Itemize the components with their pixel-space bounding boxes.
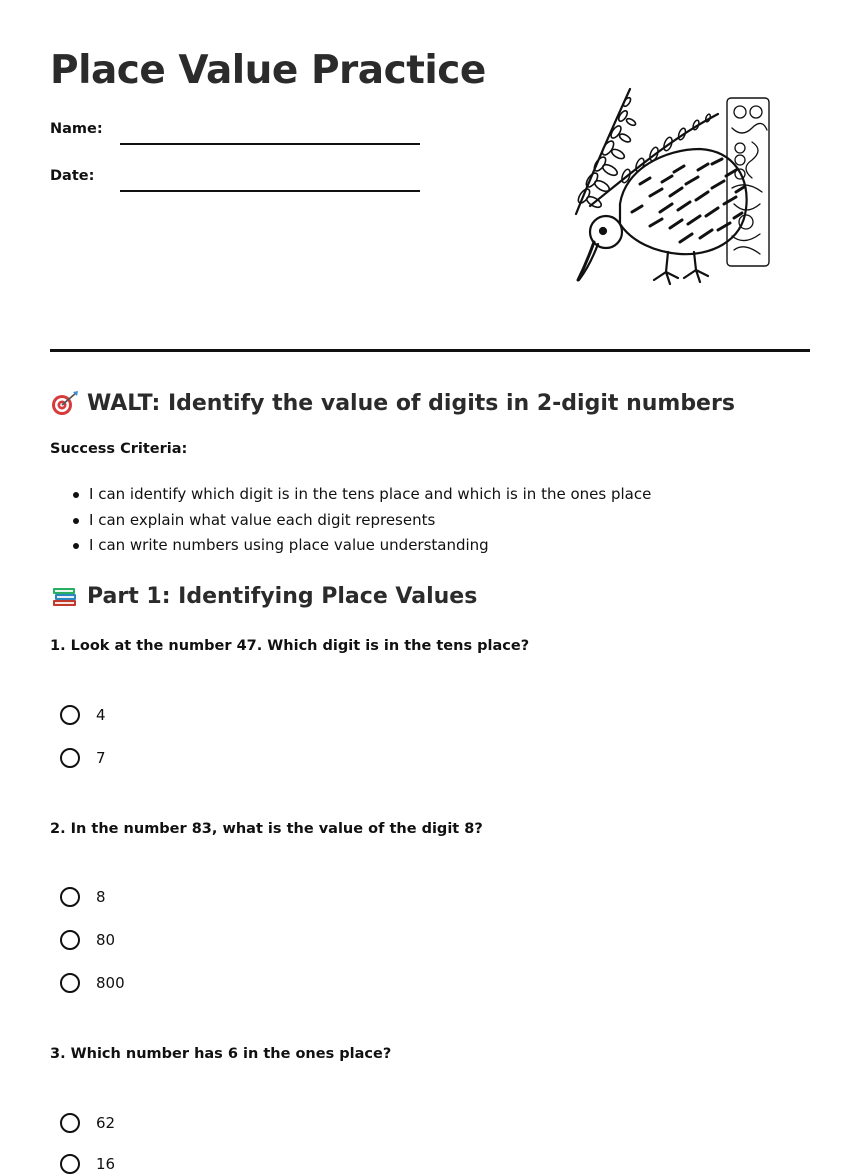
name-field[interactable] [120, 143, 420, 145]
criteria-item: I can explain what value each digit represents [70, 508, 651, 534]
radio-button[interactable] [60, 930, 80, 950]
walt-heading-text: WALT: Identify the value of digits in 2-digit numbers [87, 390, 735, 416]
header-divider [50, 349, 810, 352]
option-label: 62 [96, 1114, 116, 1132]
option-label: 8 [96, 888, 106, 906]
page-title: Place Value Practice [50, 48, 486, 93]
radio-button[interactable] [60, 887, 80, 907]
option-label: 4 [96, 706, 106, 724]
option-label: 16 [96, 1155, 116, 1173]
part1-heading-text: Part 1: Identifying Place Values [87, 583, 478, 609]
radio-button[interactable] [60, 748, 80, 768]
criteria-item: I can write numbers using place value understanding [70, 533, 651, 559]
criteria-item: I can identify which digit is in the tens place and which is in the ones place [70, 482, 651, 508]
q2-option-2[interactable] [60, 928, 115, 952]
radio-button[interactable] [60, 973, 80, 993]
option-label: 800 [96, 974, 125, 992]
q2-option-1[interactable] [60, 885, 106, 909]
q3-option-1[interactable] [60, 1111, 115, 1135]
name-label: Name: [50, 121, 103, 137]
option-label: 7 [96, 749, 106, 767]
success-criteria-label: Success Criteria: [50, 441, 188, 457]
part1-heading [50, 583, 477, 609]
question-3: 3. Which number has 6 in the ones place? [50, 1046, 392, 1062]
q3-option-2[interactable] [60, 1152, 115, 1176]
radio-button[interactable] [60, 1154, 80, 1174]
books-icon [50, 583, 80, 609]
q1-option-2[interactable] [60, 746, 106, 770]
walt-heading [50, 390, 735, 416]
question-1: 1. Look at the number 47. Which digit is in the tens place? [50, 638, 530, 654]
target-icon [50, 390, 80, 416]
date-label: Date: [50, 168, 95, 184]
q2-option-3[interactable] [60, 971, 125, 995]
option-label: 80 [96, 931, 116, 949]
kiwi-illustration [570, 84, 775, 294]
radio-button[interactable] [60, 705, 80, 725]
question-2: 2. In the number 83, what is the value of the digit 8? [50, 821, 483, 837]
date-field[interactable] [120, 190, 420, 192]
success-criteria-list [70, 482, 651, 559]
q1-option-1[interactable] [60, 703, 106, 727]
radio-button[interactable] [60, 1113, 80, 1133]
